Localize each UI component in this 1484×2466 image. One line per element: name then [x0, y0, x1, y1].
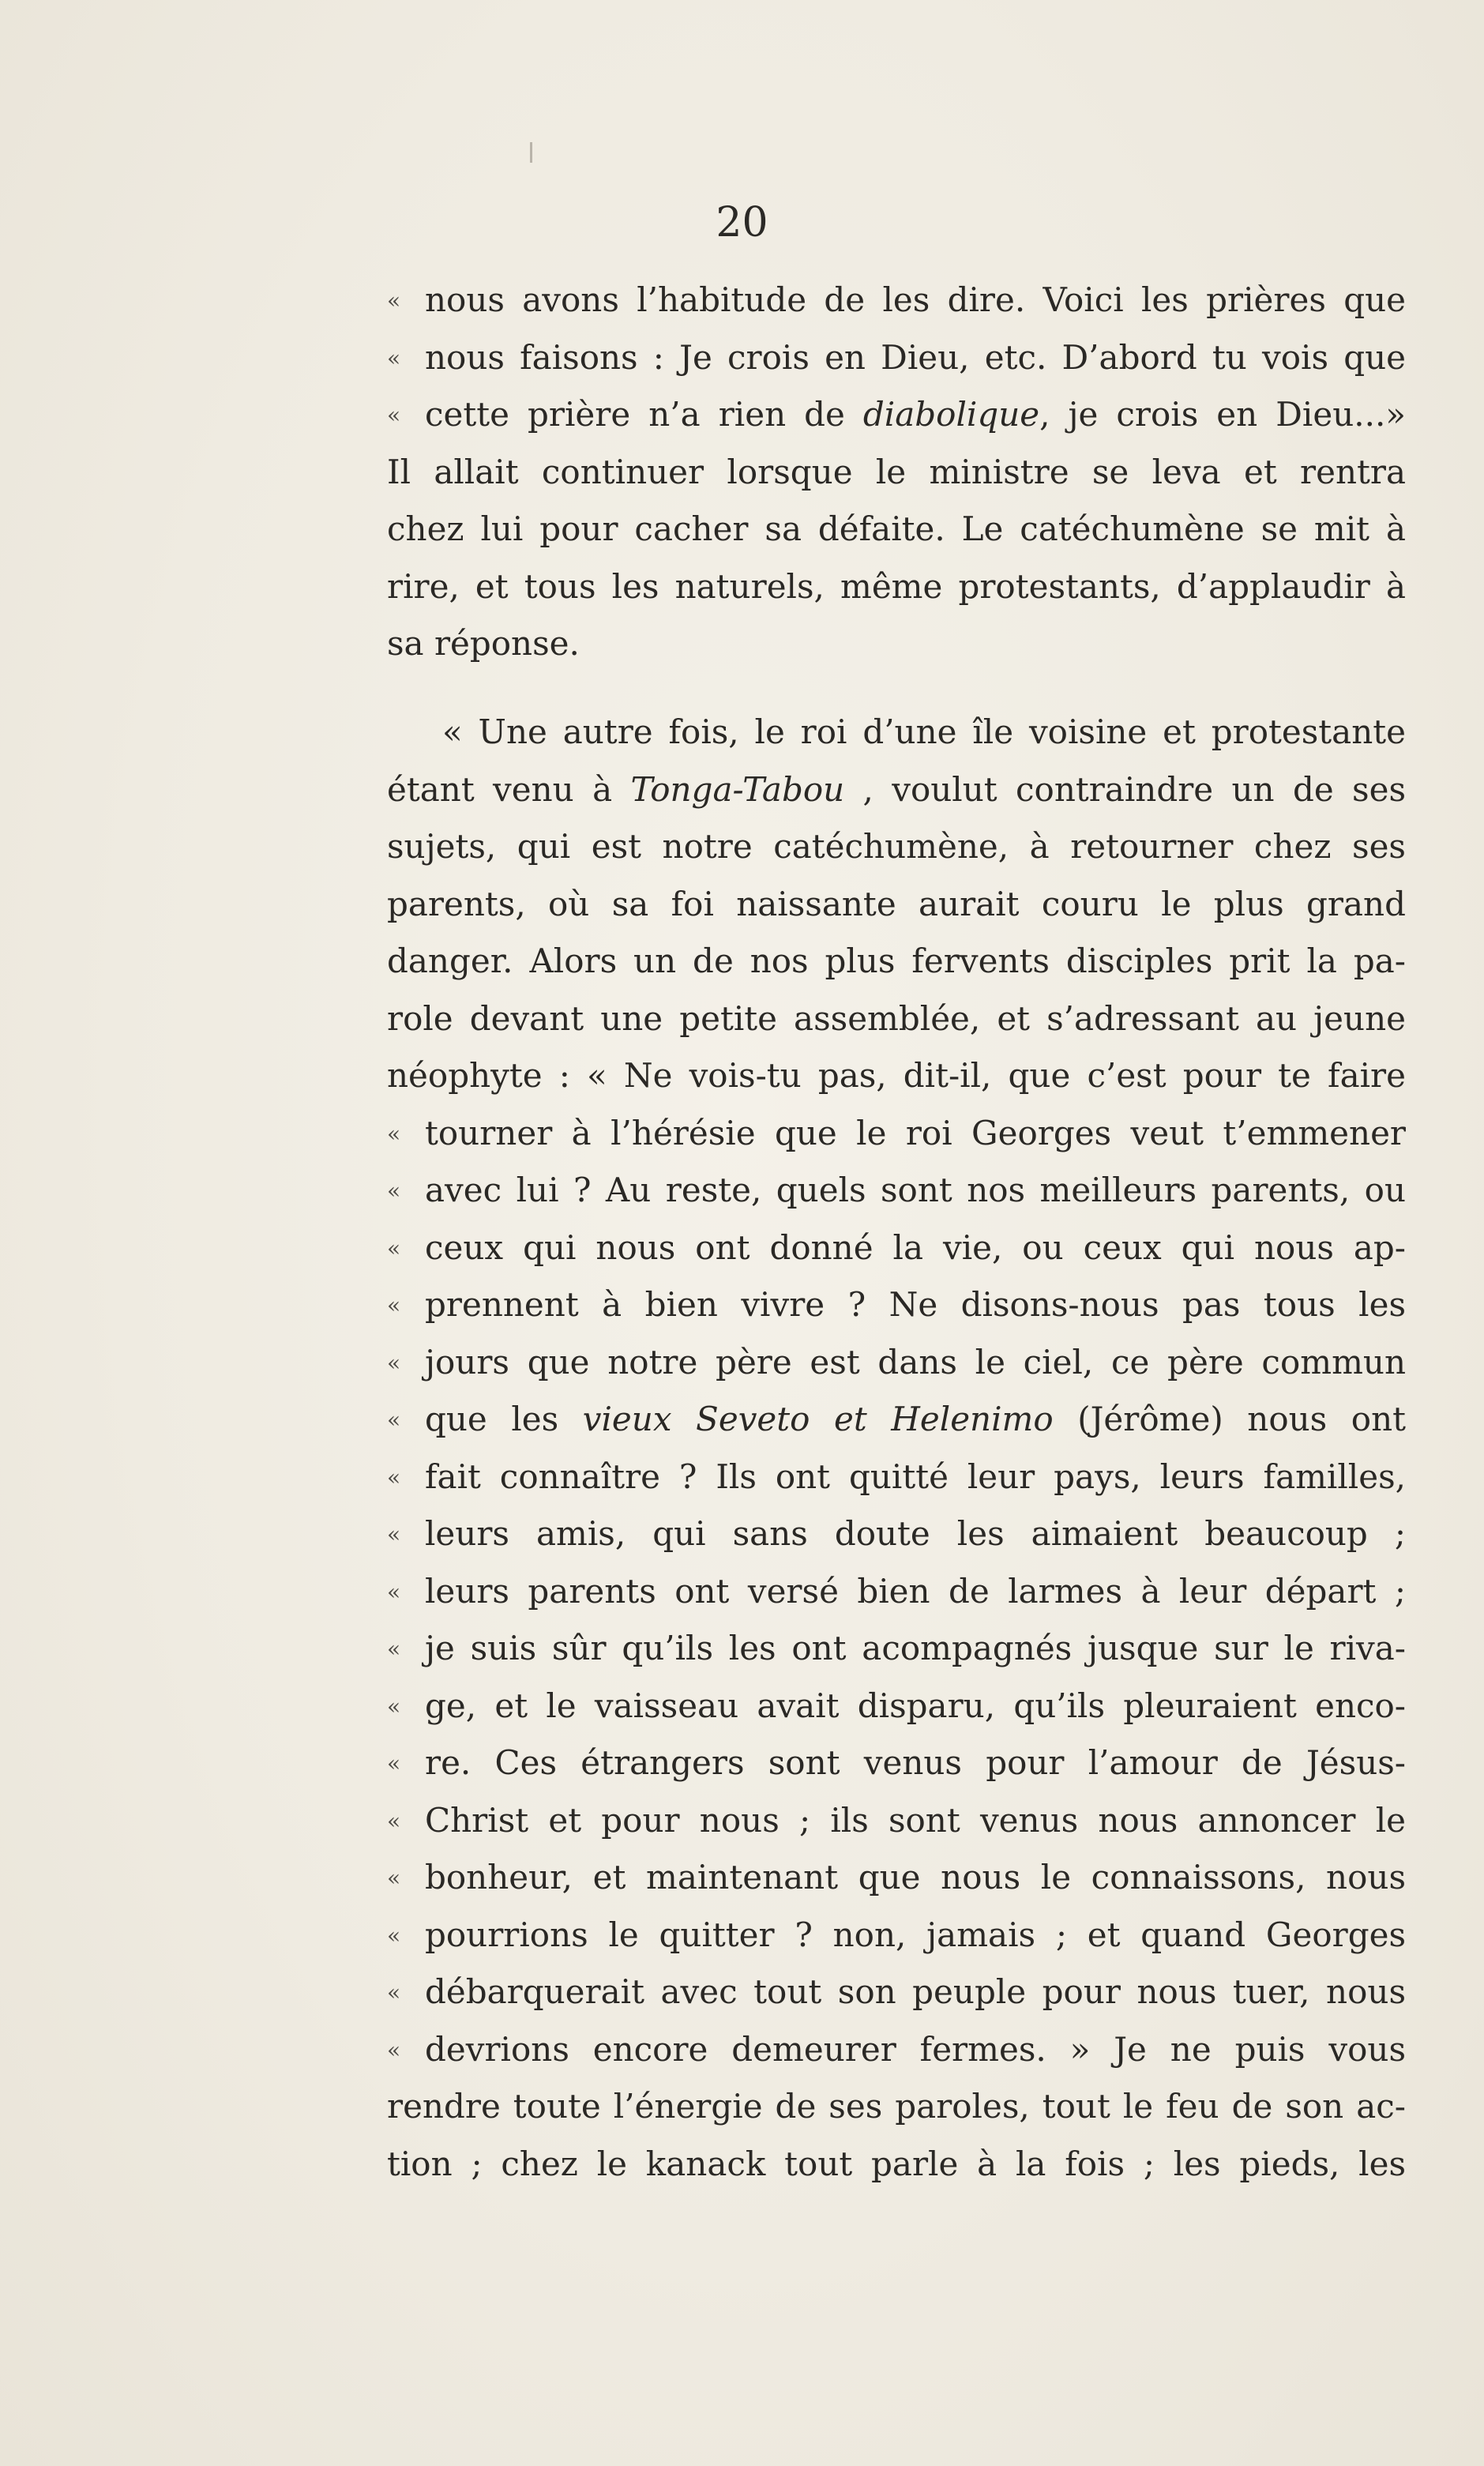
- text-line: « je suis sûr qu’ils les ont acompagnés jusque sur le riva-: [387, 1620, 1406, 1678]
- quote-mark: «: [387, 1979, 401, 2006]
- italic-names: vieux Seveto et Helenimo: [582, 1400, 1054, 1438]
- quote-mark: «: [387, 1120, 401, 1147]
- quote-mark: «: [387, 1636, 401, 1662]
- text-line: « leurs amis, qui sans doute les aimaient beaucoup ;: [387, 1506, 1406, 1563]
- text-line: rire, et tous les naturels, même protestants, d’applaudir à: [387, 566, 1406, 606]
- quote-mark: «: [387, 1807, 401, 1834]
- text-line: parents, où sa foi naissante aurait couru le plus grand: [387, 884, 1406, 923]
- text-line: chez lui pour cacher sa défaite. Le catéchumène se mit à: [387, 509, 1406, 548]
- quote-mark: «: [387, 1922, 401, 1949]
- text-line: sa réponse.: [387, 624, 580, 663]
- quote-mark: «: [387, 1693, 401, 1720]
- text-line: tion ; chez le kanack tout parle à la fois ; les pieds, les: [387, 2144, 1406, 2183]
- quote-mark: «: [387, 1178, 401, 1204]
- quote-mark: «: [387, 1464, 401, 1491]
- text-line: néophyte : « Ne vois-tu pas, dit-il, que c’est pour te faire: [387, 1056, 1406, 1095]
- italic-place: Tonga-Tabou: [630, 769, 845, 809]
- text-line: sujets, qui est notre catéchumène, à retourner chez ses: [387, 827, 1406, 866]
- text-line: role devant une petite assemblée, et s’adressant au jeune: [387, 998, 1406, 1038]
- text-line: « Une autre fois, le roi d’une île voisine et protestante: [442, 712, 1406, 751]
- text-line: « fait connaître ? Ils ont quitté leur pays, leurs familles,: [387, 1449, 1406, 1506]
- text-line: rendre toute l’énergie de ses paroles, tout le feu de son ac-: [387, 2087, 1406, 2126]
- quote-mark: «: [387, 402, 401, 428]
- text-line: « ge, et le vaisseau avait disparu, qu’ils pleuraient enco-: [387, 1678, 1406, 1735]
- text-line: « que les vieux Seveto et Helenimo (Jérôme) nous ont: [387, 1391, 1406, 1449]
- text-line: danger. Alors un de nos plus fervents disciples prit la pa-: [387, 942, 1406, 980]
- quote-mark: «: [387, 1578, 401, 1605]
- text-line: « bonheur, et maintenant que nous le connaissons, nous: [387, 1849, 1406, 1907]
- quote-mark: «: [387, 1865, 401, 1891]
- text-line: « pourrions le quitter ? non, jamais ; et quand Georges: [387, 1907, 1406, 1964]
- text-line: « tourner à l’hérésie que le roi Georges veut t’emmener: [387, 1105, 1406, 1163]
- body-text: [387, 272, 1406, 2193]
- text-line: « Christ et pour nous ; ils sont venus nous annoncer le: [387, 1792, 1406, 1850]
- text-line: Il allait continuer lorsque le ministre se leva et rentra: [387, 452, 1406, 491]
- text-line: « nous avons l’habitude de les dire. Voici les prières que: [387, 272, 1406, 329]
- text-line: « leurs parents ont versé bien de larmes à leur départ ;: [387, 1563, 1406, 1621]
- quote-mark: «: [387, 1407, 401, 1433]
- italic-term: diabolique: [862, 395, 1040, 434]
- text-line: « prennent à bien vivre ? Ne disons-nous pas tous les: [387, 1276, 1406, 1334]
- text-line: « devrions encore demeurer fermes. » Je ne puis vous: [387, 2021, 1406, 2079]
- quote-mark: «: [387, 2036, 401, 2063]
- text-line: « débarquerait avec tout son peuple pour nous tuer, nous: [387, 1964, 1406, 2021]
- quote-mark: «: [387, 1235, 401, 1261]
- text-line: « cette prière n’a rien de diabolique, je crois en Dieu...»: [387, 386, 1406, 444]
- page-number: 20: [716, 199, 768, 246]
- quote-mark: «: [387, 1521, 401, 1547]
- text-line: « jours que notre père est dans le ciel, ce père commun: [387, 1334, 1406, 1392]
- text-line: « re. Ces étrangers sont venus pour l’amour de Jésus-: [387, 1735, 1406, 1792]
- text-line: « avec lui ? Au reste, quels sont nos meilleurs parents, ou: [387, 1162, 1406, 1220]
- quote-mark: «: [387, 1349, 401, 1376]
- quote-mark: «: [387, 344, 401, 371]
- text-line: « ceux qui nous ont donné la vie, ou ceux qui nous ap-: [387, 1220, 1406, 1277]
- text-line: étant venu à Tonga-Tabou , voulut contraindre un de ses: [387, 769, 1406, 809]
- printer-mark: [530, 142, 532, 163]
- quote-mark: «: [387, 1292, 401, 1318]
- quote-mark: «: [387, 288, 401, 314]
- text-line: « nous faisons : Je crois en Dieu, etc. D’abord tu vois que: [387, 329, 1406, 387]
- quote-mark: «: [387, 1750, 401, 1776]
